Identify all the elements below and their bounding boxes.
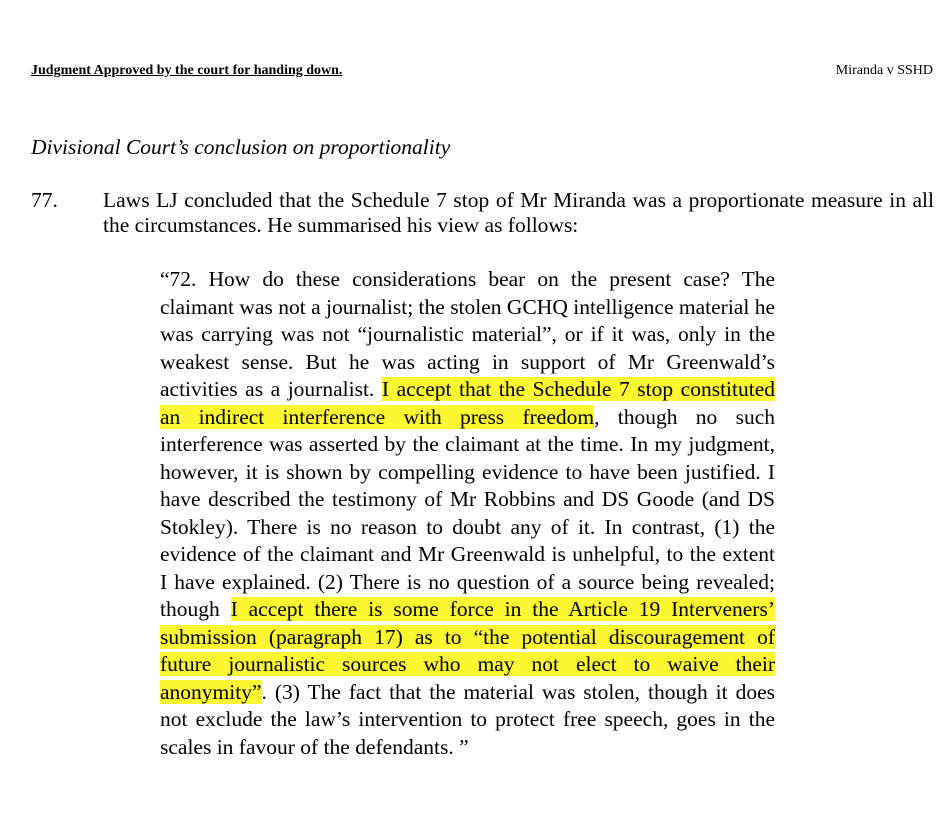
section-heading: Divisional Court’s conclusion on proportionality [31, 135, 451, 159]
quote-text: “72. How do these considerations bear on the present case? The claimant was not a journalist; the stolen GCHQ intelligence material he was carrying was not “journalistic material”, or if it was, only in the weakest sense. But he was acting in support of Mr Greenwald’s activities as a journalist. [160, 267, 775, 401]
quote-text: , though no such interference was asserted by the claimant at the time. In my judgment, however, it is shown by compelling evidence to have been justified. I have described the testimony of Mr Robbins and DS Goode (and DS Stokley). There is no reason to doubt any of it. In contrast, (1) the evidence of the claimant and Mr Greenwald is unhelpful, to the extent I have explained. (2) There is no question of a source being revealed; though [160, 404, 775, 621]
case-name: Miranda v SSHD [835, 63, 933, 78]
paragraph-text: Laws LJ concluded that the Schedule 7 stop of Mr Miranda was a proportionate measure in all the circumstances. He summarised his view as follows: [103, 188, 934, 237]
highlighted-text[interactable]: I accept there is some force in the Article 19 Interveners’ submission (paragraph 17) as to “the potential discouragement of future journalistic sources who may not elect to waive their anonymity” [160, 597, 775, 704]
judgment-header: Judgment Approved by the court for handing down. [31, 63, 343, 78]
block-quote [160, 266, 775, 761]
highlighted-text[interactable]: I accept that the Schedule 7 stop constituted an indirect interference with press freedom [160, 377, 776, 429]
quote-text: . (3) The fact that the material was stolen, though it does not exclude the law’s intervention to protect free speech, goes in the scales in favour of the defendants. ” [160, 679, 775, 759]
paragraph-number: 77. [31, 188, 58, 212]
